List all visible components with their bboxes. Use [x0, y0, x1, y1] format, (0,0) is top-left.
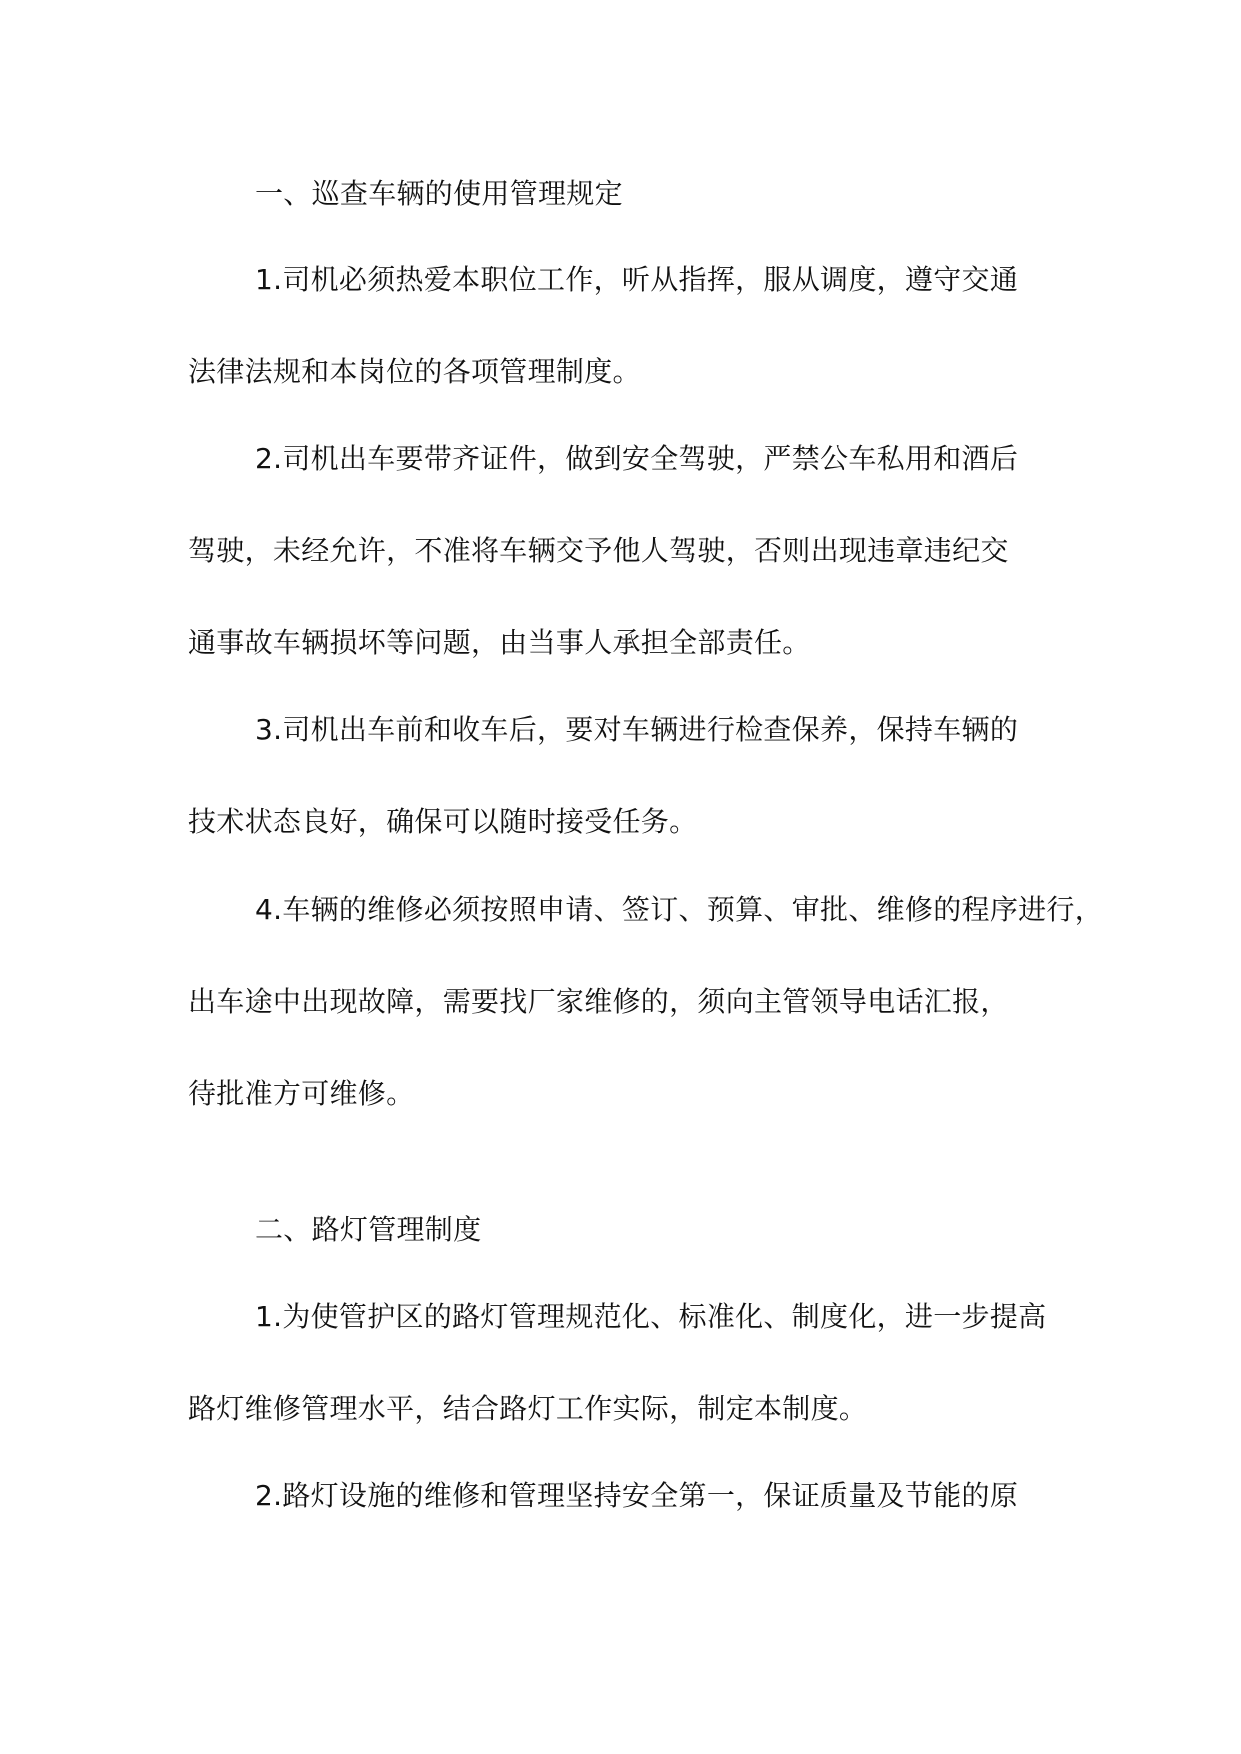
section2-item1-line2: 路灯维修管理水平，结合路灯工作实际，制定本制度。 — [188, 1392, 868, 1425]
section1-item2-line3: 通事故车辆损坏等问题，由当事人承担全部责任。 — [188, 626, 811, 659]
section2-item2-line1: 2.路灯设施的维修和管理坚持安全第一，保证质量及节能的原 — [255, 1479, 1019, 1512]
section1-item3-line2: 技术状态良好，确保可以随时接受任务。 — [188, 805, 698, 838]
section1-item1-line1: 1.司机必须热爱本职位工作，听从指挥，服从调度，遵守交通 — [255, 263, 1019, 296]
section1-item4-line1: 4.车辆的维修必须按照申请、签订、预算、审批、维修的程序进行， — [255, 893, 1104, 926]
section1-heading: 一、巡查车辆的使用管理规定 — [255, 177, 623, 210]
section2-heading: 二、路灯管理制度 — [255, 1213, 482, 1246]
section2-item1-line1: 1.为使管护区的路灯管理规范化、标准化、制度化，进一步提高 — [255, 1300, 1047, 1333]
section1-item3-line1: 3.司机出车前和收车后，要对车辆进行检查保养，保持车辆的 — [255, 713, 1019, 746]
section1-item4-line3: 待批准方可维修。 — [188, 1077, 415, 1110]
section1-item1-line2: 法律法规和本岗位的各项管理制度。 — [188, 355, 641, 388]
section1-item4-line2: 出车途中出现故障，需要找厂家维修的，须向主管领导电话汇报， — [188, 985, 1009, 1018]
section1-item2-line1: 2.司机出车要带齐证件，做到安全驾驶，严禁公车私用和酒后 — [255, 442, 1019, 475]
section1-item2-line2: 驾驶，未经允许，不准将车辆交予他人驾驶，否则出现违章违纪交 — [188, 534, 1009, 567]
